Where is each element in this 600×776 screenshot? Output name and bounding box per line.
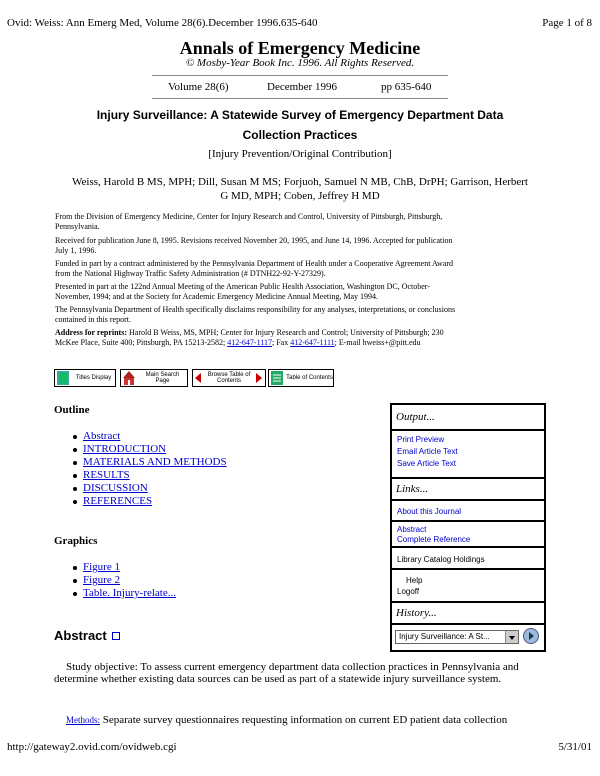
divider	[152, 98, 448, 99]
fax-link[interactable]: 412-647-1111	[290, 338, 335, 347]
print-header-page: Page 1 of 8	[542, 17, 592, 29]
outline-link-discussion[interactable]: DISCUSSION	[83, 482, 148, 494]
issue-pages: pp 635-640	[381, 81, 432, 93]
help-logoff-row	[392, 570, 544, 603]
outline-link-methods[interactable]: MATERIALS AND METHODS	[83, 456, 227, 468]
article-type: [Injury Prevention/Original Contribution]	[208, 148, 392, 160]
footer-date: 5/31/01	[558, 741, 592, 753]
abstract-methods	[66, 714, 507, 726]
phone-link[interactable]: 412-647-1117	[227, 338, 272, 347]
abstract-heading	[54, 628, 120, 643]
history-select-value: Injury Surveillance: A St...	[399, 632, 490, 641]
note-disclaimer-cont: contained in this report.	[55, 315, 131, 324]
library-catalog-link[interactable]: Library Catalog Holdings	[397, 555, 485, 564]
output-heading: Output...	[396, 411, 435, 423]
next-arrow-icon	[255, 370, 263, 386]
note-funding-cont: from the National Highway Traffic Safety Administration (# DTNH22-92-Y-27329).	[55, 269, 326, 278]
output-links	[392, 431, 544, 479]
graphics-link-figure2[interactable]: Figure 2	[83, 574, 120, 586]
fax-label: ; Fax	[271, 338, 289, 347]
graphics-list	[71, 561, 176, 600]
outline-item-references	[71, 495, 227, 508]
complete-reference-link[interactable]: Complete Reference	[397, 535, 471, 544]
outline-heading: Outline	[54, 404, 90, 416]
journal-title: Annals of Emergency Medicine	[179, 38, 421, 58]
abstract-objective: Study objective: To assess current emergency department data collection practices in Pennsylvania and determine whether existing data sources can be used as part of a statewide injury surveillance system.	[54, 661, 519, 685]
address-label: Address for reprints:	[55, 328, 127, 337]
table-of-contents-label: Table of Contents	[286, 375, 333, 381]
authors-line1: Weiss, Harold B MS, MPH; Dill, Susan M MS; Forjuoh, Samuel N MB, ChB, DrPH; Garrison, Herbert	[72, 176, 528, 188]
links-header	[392, 479, 544, 501]
anchor-icon[interactable]	[112, 632, 120, 640]
outline-item-introduction	[71, 443, 227, 456]
graphics-item-figure1	[71, 561, 176, 574]
prev-arrow-icon	[194, 370, 202, 386]
browse-toc-button[interactable]	[192, 369, 266, 387]
output-header	[392, 405, 544, 431]
about-journal-row	[392, 501, 544, 522]
note-presented: Presented in part at the 122nd Annual Meeting of the American Public Health Association, Washington DC, October-	[55, 282, 430, 291]
note-affiliation: From the Division of Emergency Medicine, Center for Injury Research and Control, University of Pittsburgh, Pittsburgh,	[55, 212, 443, 221]
abstract-link[interactable]: Abstract	[397, 525, 427, 534]
about-journal-link[interactable]: About this Journal	[397, 507, 462, 516]
graphics-link-table[interactable]: Table. Injury-relate...	[83, 587, 176, 599]
go-icon[interactable]	[523, 628, 539, 644]
home-icon	[122, 370, 136, 386]
note-address	[55, 328, 444, 338]
issue-volume: Volume 28(6)	[168, 81, 229, 93]
titles-display-button[interactable]	[54, 369, 116, 387]
main-search-label: Main Search Page	[145, 372, 180, 384]
list-icon	[56, 370, 70, 386]
history-heading: History...	[396, 607, 437, 619]
print-header-title: Ovid: Weiss: Ann Emerg Med, Volume 28(6).December 1996.635-640	[7, 17, 318, 29]
history-select[interactable]	[395, 630, 519, 644]
library-row	[392, 548, 544, 570]
logoff-link[interactable]: Logoff	[397, 587, 420, 596]
authors-line2: G MD, MPH; Coben, Jeffrey H MD	[220, 190, 380, 202]
journal-copyright: © Mosby-Year Book Inc. 1996. All Rights Reserved.	[185, 57, 415, 69]
chevron-down-icon[interactable]	[505, 631, 518, 643]
note-address-cont	[55, 338, 421, 348]
abstract-heading-text: Abstract	[54, 628, 107, 643]
email-text: ; E-mail hweiss+@pitt.edu	[334, 338, 421, 347]
outline-item-methods	[71, 456, 227, 469]
graphics-item-figure2	[71, 574, 176, 587]
graphics-item-table	[71, 587, 176, 600]
print-preview-link[interactable]: Print Preview	[397, 435, 445, 444]
note-funding: Funded in part by a contract administered by the Pennsylvania Department of Health under a Cooperative Agreement Award	[55, 259, 454, 268]
email-article-link[interactable]: Email Article Text	[397, 447, 458, 456]
main-search-button[interactable]	[120, 369, 188, 387]
table-of-contents-button[interactable]	[268, 369, 334, 387]
save-article-link[interactable]: Save Article Text	[397, 459, 456, 468]
note-affiliation-cont: Pennsylvania.	[55, 222, 100, 231]
abstract-ref-row	[392, 522, 544, 548]
browse-toc-label: Browse Table of Contents	[207, 372, 251, 384]
note-disclaimer: The Pennsylvania Department of Health specifically disclaims responsibility for any analyses, interpretations, or conclusions	[55, 305, 456, 314]
outline-link-abstract[interactable]: Abstract	[83, 430, 121, 442]
outline-item-discussion	[71, 482, 227, 495]
footer-url: http://gateway2.ovid.com/ovidweb.cgi	[7, 741, 177, 753]
sidebar-panel	[390, 403, 546, 652]
history-header	[392, 603, 544, 625]
article-title-line2: Collection Practices	[242, 128, 358, 142]
article-title-line1: Injury Surveillance: A Statewide Survey of Emergency Department Data	[96, 108, 504, 122]
address-text: Harold B Weiss, MS, MPH; Center for Injury Research and Control; University of Pittsburgh; 230	[129, 328, 444, 337]
address-street: McKee Place, Suite 400; Pittsburgh, PA 15213-2582;	[55, 338, 226, 347]
note-received-cont: July 1, 1996.	[55, 246, 97, 255]
methods-link[interactable]: Methods:	[66, 715, 101, 725]
note-presented-cont: November, 1994; and at the Society for Academic Emergency Medicine Annual Meeting, May 1994.	[55, 292, 378, 301]
outline-item-results	[71, 469, 227, 482]
divider	[152, 75, 448, 76]
outline-link-introduction[interactable]: INTRODUCTION	[83, 443, 167, 455]
graphics-link-figure1[interactable]: Figure 1	[83, 561, 120, 573]
issue-date: December 1996	[267, 81, 337, 93]
outline-list	[71, 430, 227, 508]
outline-link-references[interactable]: REFERENCES	[83, 495, 153, 507]
contents-icon	[270, 370, 284, 386]
methods-text: Separate survey questionnaires requesting information on current ED patient data collection	[102, 714, 508, 726]
note-received: Received for publication June 8, 1995. Revisions received November 20, 1995, and June 14, 1996. Accepted for publication	[55, 236, 453, 245]
links-heading: Links...	[396, 483, 429, 495]
outline-item-abstract	[71, 430, 227, 443]
outline-link-results[interactable]: RESULTS	[83, 469, 130, 481]
graphics-heading: Graphics	[54, 535, 98, 547]
help-link[interactable]: Help	[406, 576, 423, 585]
titles-display-label: Titles Display	[75, 375, 112, 381]
